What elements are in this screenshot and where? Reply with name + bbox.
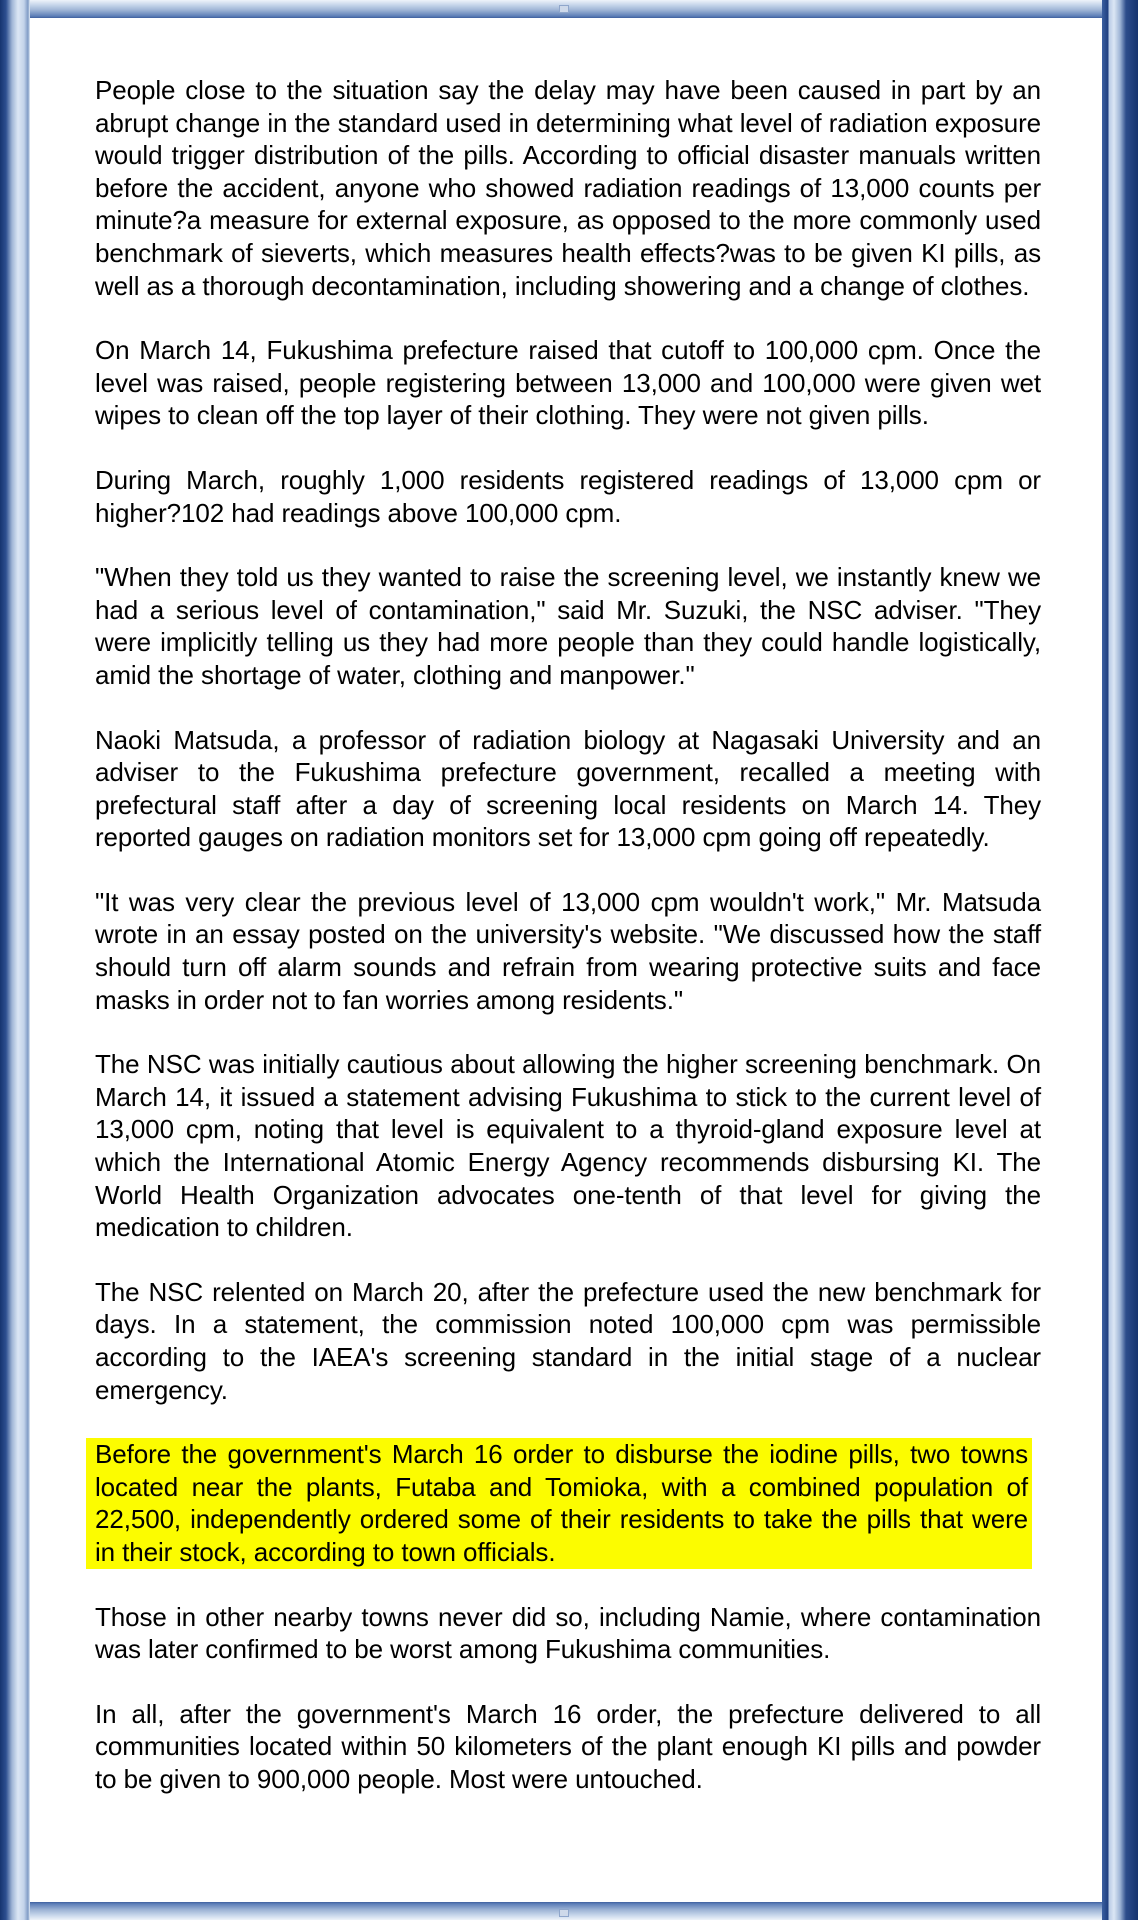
paragraph-suzuki-quote: "When they told us they wanted to raise the screening level, we instantly knew we had a serious level of contamination," said Mr. Suzuki, the NSC adviser. "They were implicitly telling us they had more people than they could handle logistically, amid the shortage of water, clothing and manpower." [95, 562, 1041, 690]
paragraph-matsuda-essay: "It was very clear the previous level of 13,000 cpm wouldn't work," Mr. Matsuda wrote in an essay posted on the university's website. "We discussed how the staff should turn off alarm sounds and refrain from wearing protective suits and face masks in order not to fan worries among residents." [95, 886, 1041, 1015]
window-frame-left [0, 0, 30, 1920]
paragraph-other-towns: Those in other nearby towns never did so, including Namie, where contamination was later confirmed to be worst among Fukushima communities. [95, 1601, 1041, 1665]
paragraph-cutoff-raised: On March 14, Fukushima prefecture raised that cutoff to 100,000 cpm. Once the level was raised, people registering between 13,000 and 100,000 were given wet wipes to clean off the top layer of their clothing. They were not given pills. [95, 335, 1041, 431]
resize-grip-bottom[interactable] [559, 1909, 569, 1917]
paragraph-delay-cause: People close to the situation say the delay may have been caused in part by an abrupt change in the standard used in determining what level of radiation exposure would trigger distribution of the pills. According to official disaster manuals written before the accident, anyone who showed radiation readings of 13,000 counts per minute?a measure for external exposure, as opposed to the more commonly used benchmark of sieverts, which measures health effects?was to be given KI pills, as well as a thorough decontamination, including showering and a change of clothes. [95, 75, 1041, 301]
resize-grip-top[interactable] [559, 5, 569, 13]
paragraph-nsc-cautious: The NSC was initially cautious about allowing the higher screening benchmark. On March 14, it issued a statement advising Fukushima to stick to the current level of 13,000 cpm, noting that level is equivalent to a thyroid-gland exposure level at which the International Atomic Energy Agency recommends disbursing KI. The World Health Organization advocates one-tenth of that level for giving the medication to children. [95, 1049, 1041, 1243]
paragraph-nsc-relented: The NSC relented on March 20, after the prefecture used the new benchmark for days. In a statement, the commission noted 100,000 cpm was permissible according to the IAEA's screening standard in the initial stage of a nuclear emergency. [95, 1276, 1041, 1405]
paragraph-march-readings: During March, roughly 1,000 residents registered readings of 13,000 cpm or higher?102 had readings above 100,000 cpm. [95, 464, 1041, 528]
article-body [95, 74, 1041, 1828]
document-page [30, 18, 1102, 1902]
paragraph-matsuda-meeting: Naoki Matsuda, a professor of radiation biology at Nagasaki University and an adviser to the Fukushima prefecture government, recalled a meeting with prefectural staff after a day of screening local residents on March 14. They reported gauges on radiation monitors set for 13,000 cpm going off repeatedly. [95, 724, 1041, 853]
window-frame-right [1102, 0, 1138, 1920]
paragraph-delivery: In all, after the government's March 16 order, the prefecture delivered to all communities located within 50 kilometers of the plant enough KI pills and powder to be given to 900,000 people. Most were untouched. [95, 1698, 1041, 1794]
paragraph-highlighted-futaba-tomioka: Before the government's March 16 order to disburse the iodine pills, two towns located near the plants, Futaba and Tomioka, with a combined population of 22,500, independently ordered some of their residents to take the pills that were in their stock, according to town officials. [86, 1438, 1032, 1568]
